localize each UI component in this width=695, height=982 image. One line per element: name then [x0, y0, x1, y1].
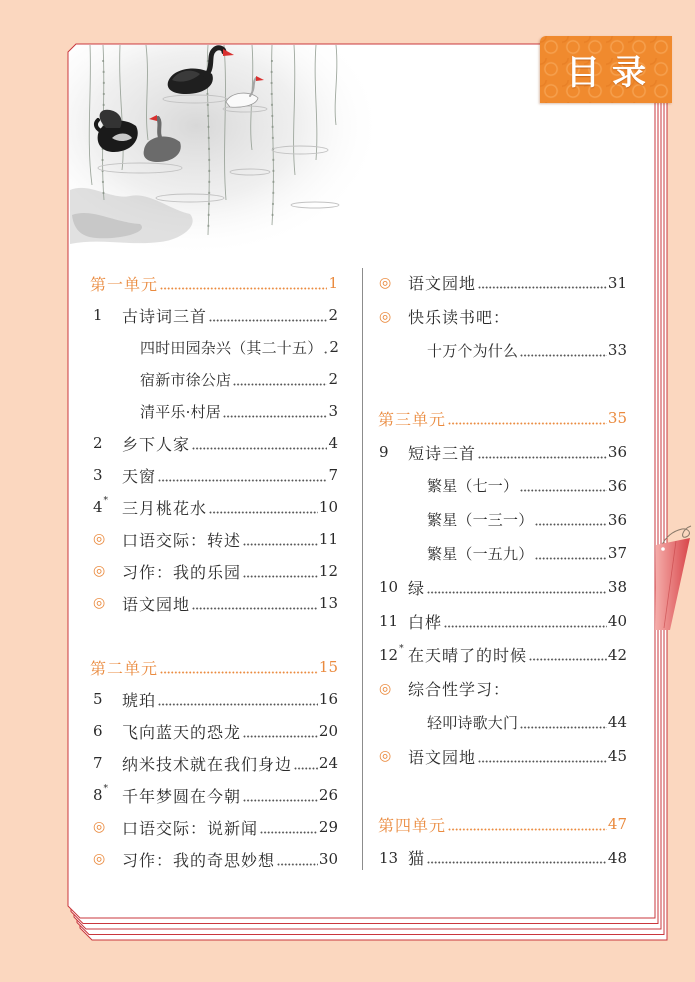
page-number: 4 — [328, 434, 338, 452]
toc-subentry — [378, 706, 627, 740]
dot-leader — [478, 286, 607, 289]
toc-entry — [378, 435, 627, 469]
entry-title: 语文园地 — [408, 747, 477, 767]
dot-leader — [223, 415, 327, 418]
page-number: 10 — [318, 498, 338, 516]
circle-bullet-icon: ◎ — [379, 274, 392, 291]
swan-ink-painting — [69, 45, 372, 258]
page-number: 13 — [318, 594, 338, 612]
subentry-title: 宿新市徐公店 — [140, 370, 232, 389]
entry-marker — [378, 748, 408, 764]
toc-column-left — [90, 267, 338, 875]
lesson-number: 12 — [379, 645, 399, 664]
lesson-number: 7 — [93, 754, 103, 772]
toc-entry — [90, 555, 338, 587]
entry-marker — [90, 563, 122, 579]
entry-title: 口语交际：转述 — [122, 530, 242, 550]
unit-section — [378, 401, 627, 773]
page-number: 31 — [607, 273, 627, 292]
entry-title: 综合性学习： — [408, 680, 511, 700]
entry-title: 习作：我的奇思妙想 — [122, 850, 276, 870]
circle-bullet-icon: ◎ — [379, 680, 392, 697]
dot-leader — [520, 726, 607, 729]
entry-marker — [378, 643, 408, 664]
dot-leader — [529, 658, 607, 661]
toc-subentry — [378, 537, 627, 571]
page-number: 12 — [318, 562, 338, 580]
dot-leader — [158, 479, 327, 482]
circle-bullet-icon: ◎ — [379, 308, 392, 325]
page-number: 24 — [318, 754, 338, 772]
unit-section — [90, 267, 338, 619]
page-number: 36 — [607, 476, 627, 495]
optional-lesson-star: * — [399, 643, 404, 654]
toc-entry — [90, 779, 338, 811]
subentry-title: 繁星（七一） — [427, 477, 519, 496]
dot-leader — [209, 511, 318, 514]
entry-marker — [90, 434, 122, 452]
unit-title: 第三单元 — [378, 409, 447, 429]
lesson-number: 9 — [379, 443, 389, 462]
unit-title: 第四单元 — [378, 815, 447, 835]
dot-leader — [448, 828, 607, 831]
entry-marker — [378, 275, 408, 291]
dot-leader — [243, 543, 318, 546]
toc-entry — [90, 715, 338, 747]
circle-bullet-icon: ◎ — [93, 819, 106, 835]
entry-title: 在天晴了的时候 — [408, 646, 528, 666]
page-number: 44 — [607, 713, 627, 732]
entry-marker — [90, 722, 122, 740]
optional-lesson-star: * — [103, 784, 109, 794]
dot-leader — [158, 703, 318, 706]
entry-marker — [90, 690, 122, 708]
subentry-title: 四时田园杂兴（其二十五） — [140, 338, 323, 357]
entry-title: 千年梦圆在今朝 — [122, 786, 242, 806]
bookmark-hole — [661, 547, 665, 551]
toc-entry — [90, 299, 338, 331]
toc-entry — [378, 841, 627, 875]
toc-entry — [90, 427, 338, 459]
dot-leader — [478, 456, 607, 459]
subentry-title: 十万个为什么 — [427, 341, 519, 360]
entry-title: 习作：我的乐园 — [122, 562, 242, 582]
circle-bullet-icon: ◎ — [93, 595, 106, 611]
unit-section — [90, 651, 338, 875]
unit-title: 第一单元 — [90, 274, 159, 294]
page-number: 42 — [607, 645, 627, 664]
entry-marker — [378, 578, 408, 596]
toc-entry — [378, 300, 627, 334]
page-number: 2 — [328, 370, 338, 388]
dot-leader — [277, 863, 318, 866]
dot-leader — [243, 735, 318, 738]
optional-lesson-star: * — [103, 496, 109, 506]
entry-title: 白桦 — [408, 612, 443, 632]
circle-bullet-icon: ◎ — [379, 748, 392, 765]
dot-leader — [260, 831, 318, 834]
toc-entry — [378, 266, 627, 300]
toc-entry — [90, 683, 338, 715]
toc-entry — [378, 638, 627, 672]
dot-leader — [535, 523, 607, 526]
page-number: 35 — [607, 409, 627, 428]
entry-marker — [378, 612, 408, 630]
page-number: 2 — [328, 306, 338, 324]
dot-leader — [233, 383, 327, 386]
page-number: 26 — [318, 786, 338, 804]
page-number: 30 — [318, 850, 338, 868]
entry-marker — [378, 681, 408, 697]
unit-heading — [90, 267, 338, 299]
entry-marker — [378, 309, 408, 325]
entry-title: 三月桃花水 — [122, 498, 208, 518]
entry-title: 古诗词三首 — [122, 306, 208, 326]
dot-leader — [192, 607, 318, 610]
page-number: 37 — [607, 544, 627, 563]
column-divider — [362, 268, 363, 870]
toc-subentry — [90, 363, 338, 395]
contents-tab — [540, 36, 672, 103]
toc-entry — [90, 523, 338, 555]
dot-leader — [209, 319, 327, 322]
page-number: 1 — [328, 274, 338, 292]
entry-title: 短诗三首 — [408, 443, 477, 463]
entry-title: 琥珀 — [122, 690, 157, 710]
dot-leader — [192, 447, 327, 450]
toc-entry — [90, 811, 338, 843]
dot-leader — [444, 625, 607, 628]
dot-leader — [243, 799, 318, 802]
page-number: 47 — [607, 815, 627, 834]
toc-entry — [90, 843, 338, 875]
subentry-title: 清平乐·村居 — [140, 402, 221, 421]
page-number: 45 — [607, 747, 627, 766]
entry-title: 口语交际：说新闻 — [122, 818, 259, 838]
lesson-number: 4 — [93, 498, 103, 516]
dot-leader — [160, 287, 327, 290]
unit-heading — [90, 651, 338, 683]
toc-subentry — [378, 503, 627, 537]
toc-subentry — [90, 395, 338, 427]
toc-entry — [378, 739, 627, 773]
unit-continuation — [378, 266, 627, 367]
toc-column-right — [378, 266, 627, 875]
dot-leader — [160, 671, 318, 674]
entry-marker — [378, 849, 408, 867]
entry-marker — [90, 531, 122, 547]
toc-entry — [90, 747, 338, 779]
page-number: 2 — [329, 338, 339, 356]
toc-entry — [90, 587, 338, 619]
lesson-number: 5 — [93, 690, 103, 708]
dot-leader — [427, 591, 607, 594]
page-number: 29 — [318, 818, 338, 836]
unit-section — [378, 807, 627, 875]
lesson-number: 3 — [93, 466, 103, 484]
subentry-title: 轻叩诗歌大门 — [427, 713, 519, 732]
page-number: 33 — [607, 341, 627, 360]
page-number: 3 — [328, 402, 338, 420]
lesson-number: 13 — [379, 848, 399, 867]
circle-bullet-icon: ◎ — [93, 563, 106, 579]
circle-bullet-icon: ◎ — [93, 851, 106, 867]
bookmark-ribbon — [655, 538, 690, 630]
lesson-number: 10 — [379, 578, 399, 597]
entry-title: 飞向蓝天的恐龙 — [122, 722, 242, 742]
dot-leader — [427, 861, 607, 864]
entry-marker — [90, 786, 122, 804]
lesson-number: 1 — [93, 306, 103, 324]
subentry-title: 繁星（一三一） — [427, 511, 534, 530]
toc-entry — [378, 672, 627, 706]
entry-title: 纳米技术就在我们身边 — [122, 754, 293, 774]
entry-marker — [90, 819, 122, 835]
lesson-number: 6 — [93, 722, 103, 740]
entry-marker — [90, 306, 122, 324]
lesson-number: 8 — [93, 786, 103, 804]
toc-subentry — [378, 334, 627, 368]
entry-title: 乡下人家 — [122, 434, 191, 454]
entry-marker — [90, 466, 122, 484]
entry-title: 语文园地 — [122, 594, 191, 614]
entry-marker — [90, 498, 122, 516]
toc-subentry — [378, 469, 627, 503]
dot-leader — [520, 489, 607, 492]
entry-title: 绿 — [408, 578, 426, 598]
entry-title: 天窗 — [122, 466, 157, 486]
dot-leader — [535, 557, 607, 560]
dot-leader — [294, 767, 318, 770]
lesson-number: 2 — [93, 434, 103, 452]
dot-leader — [324, 351, 328, 354]
toc-subentry — [90, 331, 338, 363]
entry-title: 语文园地 — [408, 274, 477, 294]
entry-title: 猫 — [408, 849, 426, 869]
toc-entry — [378, 570, 627, 604]
entry-title: 快乐读书吧： — [408, 308, 511, 328]
unit-heading — [378, 807, 627, 841]
entry-marker — [90, 851, 122, 867]
toc-entry — [90, 459, 338, 491]
unit-heading — [378, 401, 627, 435]
page-number: 48 — [607, 848, 627, 867]
dot-leader — [520, 354, 607, 357]
page-number: 36 — [607, 510, 627, 529]
page-number: 20 — [318, 722, 338, 740]
dot-leader — [243, 575, 318, 578]
toc-entry — [378, 604, 627, 638]
toc-entry — [90, 491, 338, 523]
page-number: 36 — [607, 443, 627, 462]
page-number: 11 — [318, 530, 338, 548]
page-number: 7 — [328, 466, 338, 484]
dot-leader — [478, 760, 607, 763]
entry-marker — [90, 595, 122, 611]
entry-marker — [90, 754, 122, 772]
dot-leader — [448, 422, 607, 425]
contents-title: 目录 — [566, 53, 658, 93]
unit-title: 第二单元 — [90, 658, 159, 678]
entry-marker — [378, 443, 408, 461]
subentry-title: 繁星（一五九） — [427, 544, 534, 563]
page-number: 38 — [607, 578, 627, 597]
lesson-number: 11 — [379, 612, 399, 631]
page-number: 16 — [318, 690, 338, 708]
page-number: 40 — [607, 612, 627, 631]
page-number: 15 — [318, 658, 338, 676]
circle-bullet-icon: ◎ — [93, 531, 106, 547]
